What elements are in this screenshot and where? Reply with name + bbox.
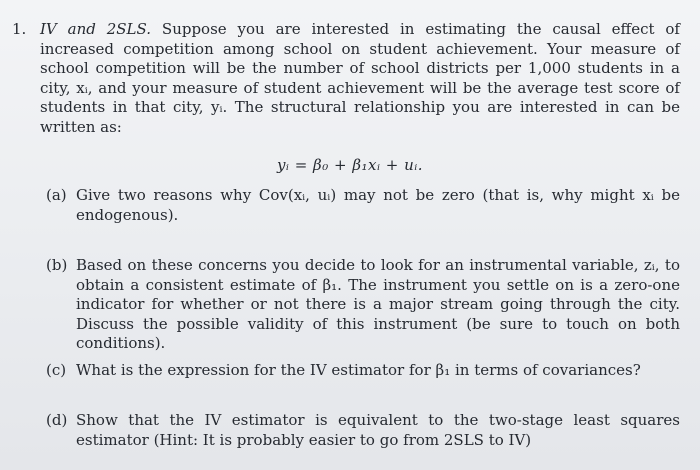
part-a — [46, 186, 680, 225]
part-d-text: Show that the IV estimator is equivalent to the two-stage least squares estimator (Hint: It is probably easier to go from 2SLS to IV) — [76, 411, 680, 449]
part-b — [46, 256, 680, 354]
part-b-label: (b) — [46, 256, 68, 274]
structural-equation: yᵢ = β₀ + β₁xᵢ + uᵢ. — [276, 156, 424, 174]
question-intro-text: Suppose you are interested in estimating the causal effect of increased competition among school on student achievement. Your measure of school competition will be the number of school districts per 1,000 students in a city, xᵢ, and your measure of student achievement will be the average test score of students in that city, yᵢ. The structural relationship you are interested in can be written as: — [40, 20, 680, 136]
part-a-text: Give two reasons why Cov(xᵢ, uᵢ) may not be zero (that is, why might xᵢ be endogenous). — [76, 186, 680, 224]
question-number: 1. — [12, 20, 27, 38]
part-c-text: What is the expression for the IV estimator for β₁ in terms of covariances? — [76, 361, 641, 379]
part-d — [46, 411, 680, 450]
part-c-label: (c) — [46, 361, 67, 379]
question-intro — [40, 20, 680, 137]
question-title: IV and 2SLS. — [40, 20, 152, 38]
part-c — [46, 361, 680, 381]
part-a-label: (a) — [46, 186, 67, 204]
part-b-text: Based on these concerns you decide to look for an instrumental variable, zᵢ, to obtain a consistent estimate of β₁. The instrument you settle on is a zero-one indicator for whether or not there is a major stream going through the city. Discuss the possible validity of this instrument (be sure to touch on both conditions). — [76, 256, 680, 352]
part-d-label: (d) — [46, 411, 68, 429]
